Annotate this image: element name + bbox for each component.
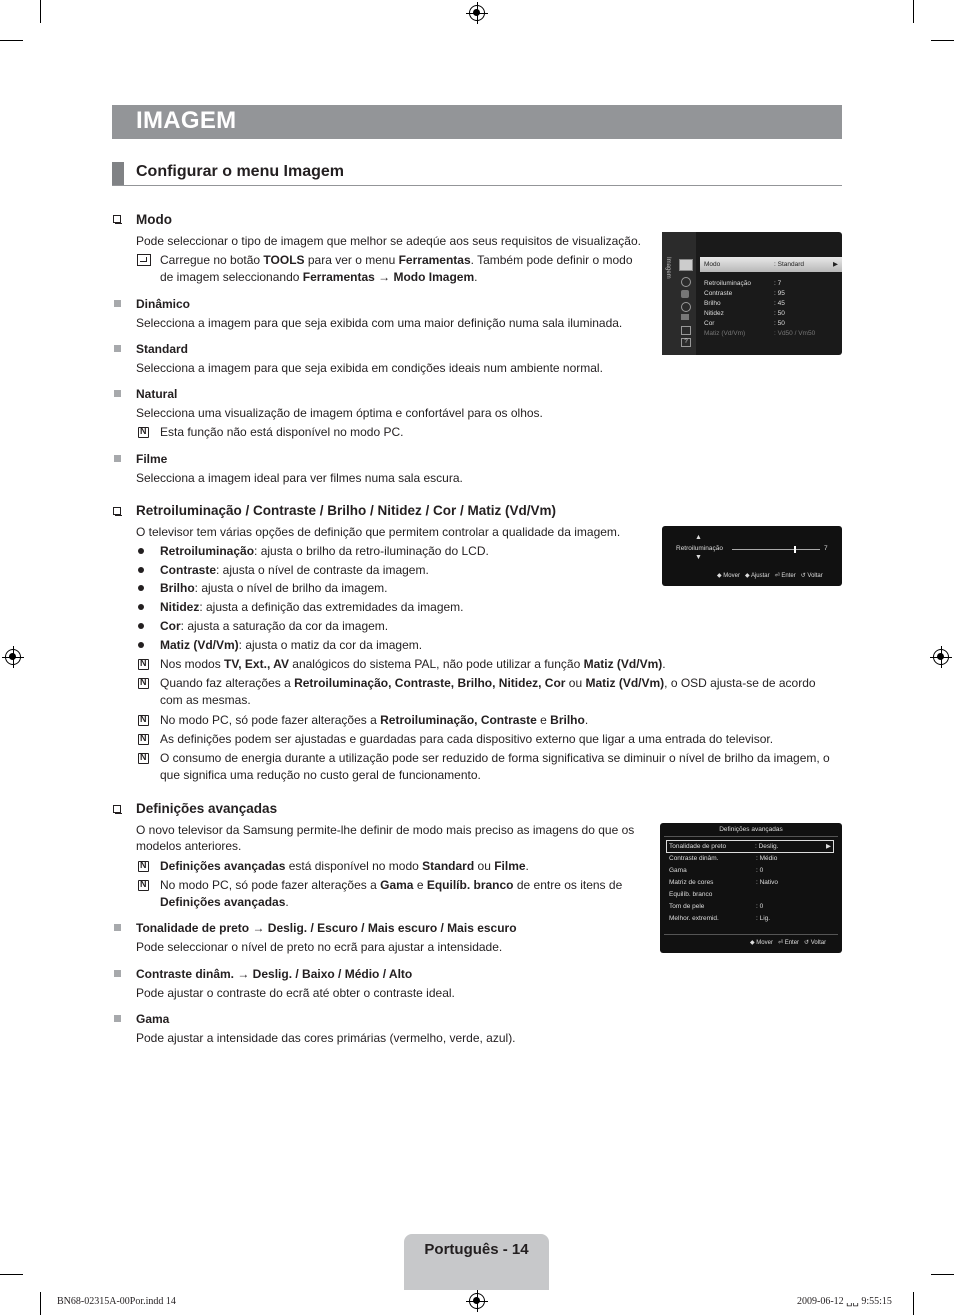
adjust-icon: ◆: [744, 573, 750, 579]
square-bullet-icon: [114, 390, 121, 397]
item-text: Selecciona a imagem para que seja exibida em condições ideais num ambiente normal.: [136, 361, 603, 375]
adv-intro: O novo televisor da Samsung permite-lhe definir de modo mais preciso as imagens do que os: [136, 823, 635, 837]
menu-sidebar: [662, 232, 696, 355]
note-icon: [138, 715, 149, 726]
item-text: Pode seleccionar o nível de preto no ecrã para ajustar a intensidade.: [136, 940, 503, 954]
checkbox-bullet-icon: [113, 507, 121, 515]
date-slug: 2009-06-12 ␣␣ 9:55:15: [797, 1296, 892, 1307]
bullet-dot-icon: [138, 642, 144, 648]
menu-side-label: Imagem: [665, 257, 671, 279]
osd-divider: [664, 836, 838, 837]
osd-help-bar: ◆ Mover ⏎ Enter ↺ Voltar: [750, 940, 827, 946]
advanced-settings-screenshot: [660, 823, 842, 953]
slider-thumb[interactable]: [794, 546, 796, 553]
arrow-right-icon: ▶: [833, 261, 838, 268]
note-icon: [138, 678, 149, 689]
channel-icon: [681, 290, 689, 298]
note-icon: [138, 659, 149, 670]
note-text: Definições avançadas.: [160, 895, 289, 909]
bullet-item: Matiz (Vd/Vm): ajusta o matiz da cor da imagem.: [160, 638, 423, 652]
bullet-dot-icon: [138, 604, 144, 610]
crop-mark: [913, 1292, 914, 1315]
osd-divider: [664, 934, 838, 935]
picture-menu-screenshot: [662, 232, 842, 355]
retro-intro: O televisor tem várias opções de definição que permitem controlar a qualidade da imagem.: [136, 525, 621, 539]
modo-intro: Pode seleccionar o tipo de imagem que melhor se adeqúe aos seus requisitos de visualização.: [136, 234, 641, 248]
registration-mark-icon: [5, 649, 21, 665]
checkbox-bullet-icon: [113, 215, 121, 223]
backlight-slider-screenshot: [662, 526, 842, 586]
checkbox-bullet-icon: [113, 805, 121, 813]
square-bullet-icon: [114, 970, 121, 977]
section-title: Configurar o menu Imagem: [136, 163, 345, 180]
tools-icon: [137, 254, 151, 266]
slider-label: Retroiluminação: [676, 545, 723, 552]
osd-title: Definições avançadas: [719, 826, 783, 833]
note-text: No modo PC, só pode fazer alterações a Retroiluminação, Contraste e Brilho.: [160, 713, 589, 727]
bullet-item: Brilho: ajusta o nível de brilho da imagem.: [160, 581, 388, 595]
crop-mark: [40, 1292, 41, 1315]
item-title: Natural: [136, 387, 178, 401]
menu-row-selected[interactable]: Modo : Standard ▶: [700, 257, 842, 272]
note-text: As definições podem ser ajustadas e guardadas para cada dispositivo externo que ligar a uma entrada do televisor.: [160, 732, 774, 746]
crop-mark: [0, 40, 23, 41]
arrow-right-icon: ▶: [826, 843, 831, 850]
note-icon: [138, 734, 149, 745]
note-icon: [138, 880, 149, 891]
osd-help-bar: ◆ Mover ◆ Ajustar ⏎ Enter ↺ Voltar: [717, 573, 823, 579]
registration-mark-icon: [469, 1293, 485, 1309]
sound-icon: [681, 277, 691, 287]
settings-icon: [681, 302, 691, 312]
application-icon: [681, 326, 691, 335]
square-bullet-icon: [114, 345, 121, 352]
note-text: O consumo de energia durante a utilização pode ser reduzido de forma significativa se diminuir o nível de brilho da imagem, o: [160, 751, 830, 765]
slider-track[interactable]: [732, 549, 820, 550]
bullet-dot-icon: [138, 567, 144, 573]
bullet-item: Retroiluminação: ajusta o brilho da retro-iluminação do LCD.: [160, 544, 489, 558]
picture-icon: [679, 259, 693, 271]
crop-mark: [931, 1274, 954, 1275]
crop-mark: [931, 40, 954, 41]
menu-row-selected[interactable]: Tonalidade de preto : Deslig. ▶: [666, 840, 834, 853]
note-text: Esta função não está disponível no modo PC.: [160, 425, 404, 439]
adv-heading: Definições avançadas: [136, 801, 278, 816]
item-text: Selecciona a imagem para que seja exibida com uma maior definição numa sala iluminada.: [136, 316, 623, 330]
item-title: Filme: [136, 452, 168, 466]
note-text: Nos modos TV, Ext., AV analógicos do sistema PAL, não pode utilizar a função Matiz (Vd/Vm).: [160, 657, 666, 671]
bullet-item: Contraste: ajusta o nível de contraste da imagem.: [160, 563, 429, 577]
support-icon: ?: [681, 338, 691, 347]
square-bullet-icon: [114, 924, 121, 931]
file-slug: BN68-02315A-00Por.indd 14: [57, 1296, 176, 1307]
input-icon: [681, 314, 689, 320]
page-number: Português - 14: [424, 1241, 529, 1258]
note-text: com as mesmas.: [160, 693, 251, 707]
item-title: Contraste dinâm. → Deslig. / Baixo / Médio / Alto: [136, 967, 413, 981]
modo-heading: Modo: [136, 212, 172, 227]
note-icon: [138, 427, 149, 438]
modo-tools-note-2: de imagem seleccionando Ferramentas → Modo Imagem.: [160, 270, 478, 284]
return-icon: ↺: [800, 573, 806, 579]
crop-mark: [40, 0, 41, 23]
arrow-down-icon: ▼: [695, 554, 702, 561]
crop-mark: [913, 0, 914, 23]
section-divider: [112, 185, 842, 186]
square-bullet-icon: [114, 300, 121, 307]
adv-intro-2: modelos anteriores.: [136, 839, 242, 853]
note-text: Quando faz alterações a Retroiluminação, Contraste, Brilho, Nitidez, Cor ou Matiz (Vd/Vm), o OSD ajusta-se de acordo: [160, 676, 816, 690]
square-bullet-icon: [114, 455, 121, 462]
menu-rows: Contraste dinâm. : Médio Gama : 0 Matriz de cores : Nativo Equilíb. branco Tom de pele : 0 Melhor. extremid. : Lig.: [669, 855, 779, 922]
item-title: Standard: [136, 342, 189, 356]
square-bullet-icon: [114, 1015, 121, 1022]
item-title: Dinâmico: [136, 297, 191, 311]
note-text: que significa uma redução no custo geral de funcionamento.: [160, 768, 481, 782]
bullet-item: Nitidez: ajusta a definição das extremidades da imagem.: [160, 600, 464, 614]
bullet-dot-icon: [138, 623, 144, 629]
page-number-tab: [404, 1234, 549, 1290]
registration-mark-icon: [933, 649, 949, 665]
bullet-dot-icon: [138, 548, 144, 554]
item-title: Gama: [136, 1012, 170, 1026]
modo-tools-note: Carregue no botão TOOLS para ver o menu Ferramentas. Também pode definir o modo: [160, 253, 633, 267]
retro-heading: Retroiluminação / Contraste / Brilho / Nitidez / Cor / Matiz (Vd/Vm): [136, 503, 557, 518]
move-icon: ◆: [717, 573, 722, 579]
note-icon: [138, 861, 149, 872]
bullet-dot-icon: [138, 585, 144, 591]
menu-rows: Retroiluminação : 7 Contraste : 95 Brilho : 45 Nitidez : 50 Cor : 50 Matiz (Vd/Vm) : Vd50 / Vm50: [704, 280, 816, 337]
note-icon: [138, 753, 149, 764]
return-icon: ↺: [804, 940, 810, 946]
registration-mark-icon: [469, 5, 485, 21]
item-text: Pode ajustar a intensidade das cores primárias (vermelho, verde, azul).: [136, 1031, 516, 1045]
enter-icon: ⏎: [777, 940, 784, 946]
chapter-title-bar: [112, 105, 842, 139]
move-icon: ◆: [750, 940, 755, 946]
bullet-item: Cor: ajusta a saturação da cor da imagem.: [160, 619, 389, 633]
section-marker: [112, 162, 124, 185]
item-text: Selecciona uma visualização de imagem óptima e confortável para os olhos.: [136, 406, 543, 420]
slider-value: 7: [824, 545, 828, 552]
enter-icon: ⏎: [774, 573, 780, 579]
note-text: Definições avançadas está disponível no modo Standard ou Filme.: [160, 859, 529, 873]
chapter-title: IMAGEM: [136, 107, 237, 134]
item-text: Selecciona a imagem ideal para ver filmes numa sala escura.: [136, 471, 463, 485]
arrow-up-icon: ▲: [695, 534, 702, 541]
item-title: Tonalidade de preto → Deslig. / Escuro / Mais escuro / Mais escuro: [136, 921, 517, 935]
item-text: Pode ajustar o contraste do ecrã até obter o contraste ideal.: [136, 986, 455, 1000]
crop-mark: [0, 1274, 23, 1275]
note-text: No modo PC, só pode fazer alterações a Gama e Equilíb. branco de entre os itens de: [160, 878, 623, 892]
